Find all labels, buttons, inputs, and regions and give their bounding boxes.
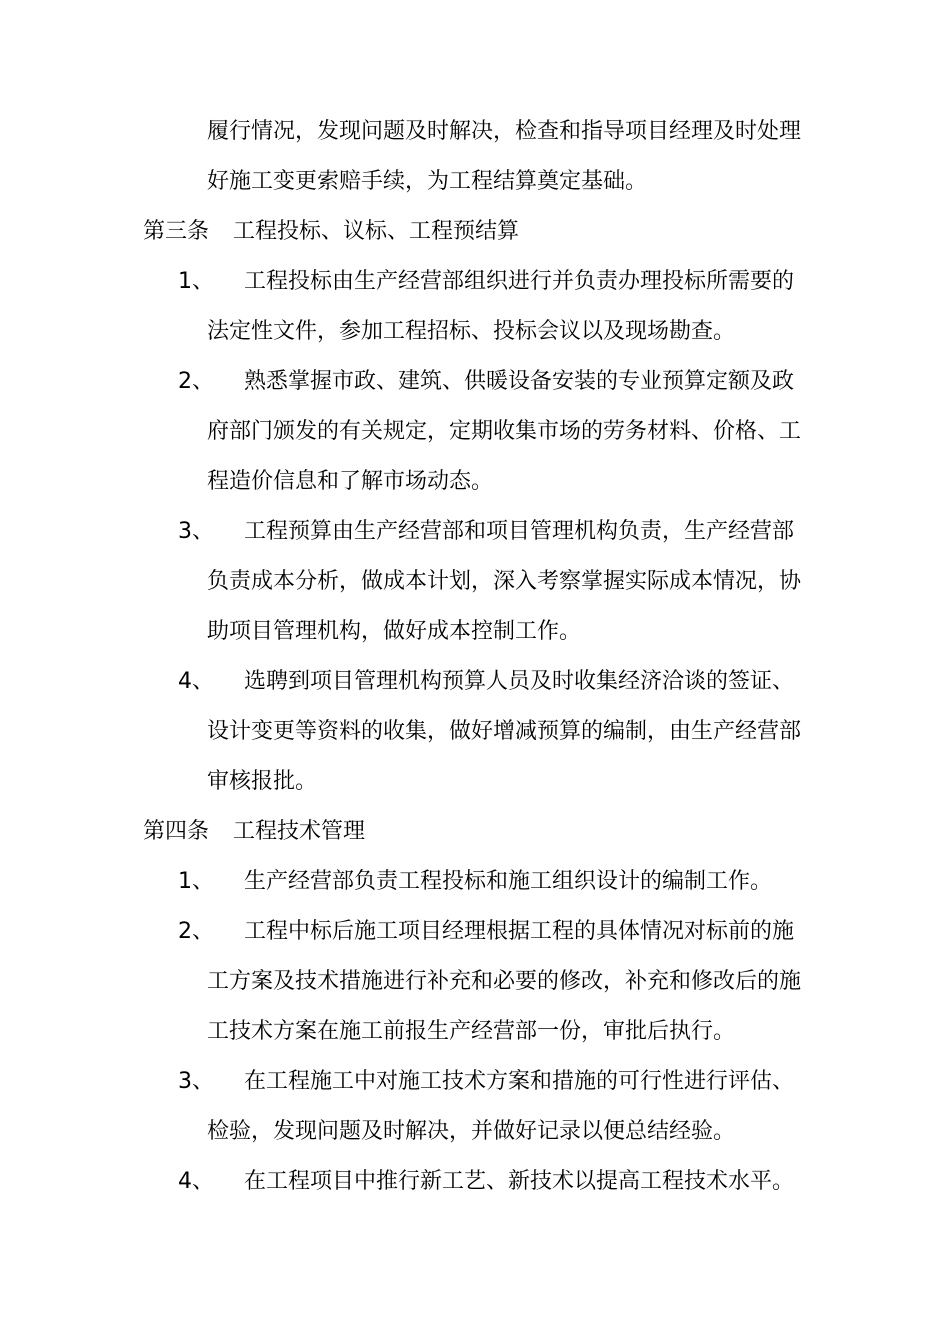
s4-item4-number: 4、 bbox=[178, 1169, 214, 1194]
s3-item4-number: 4、 bbox=[178, 669, 214, 694]
s3-item3-line1: 工程预算由生产经营部和项目管理机构负责，生产经营部 bbox=[244, 519, 795, 544]
s3-item3-number: 3、 bbox=[178, 519, 214, 544]
s3-item4-line3: 审核报批。 bbox=[207, 769, 318, 794]
s4-item1-number: 1、 bbox=[178, 869, 214, 894]
s4-item2-line3: 工技术方案在施工前报生产经营部一份，审批后执行。 bbox=[207, 1019, 736, 1044]
s3-item2-line2: 府部门颁发的有关规定，定期收集市场的劳务材料、价格、工 bbox=[207, 419, 802, 444]
s3-item2-number: 2、 bbox=[178, 369, 214, 394]
s4-item2-number: 2、 bbox=[178, 919, 214, 944]
s3-item1-line2: 法定性文件，参加工程招标、投标会议以及现场勘查。 bbox=[207, 319, 736, 344]
intro-line-1: 履行情况，发现问题及时解决，检查和指导项目经理及时处理 bbox=[207, 119, 802, 144]
s4-item3-number: 3、 bbox=[178, 1069, 214, 1094]
section3-number: 第三条 bbox=[143, 219, 210, 244]
s4-item2-line1: 工程中标后施工项目经理根据工程的具体情况对标前的施 bbox=[244, 919, 795, 944]
s3-item2-line1: 熟悉掌握市政、建筑、供暖设备安装的专业预算定额及政 bbox=[244, 369, 795, 394]
s4-item3-line1: 在工程施工中对施工技术方案和措施的可行性进行评估、 bbox=[244, 1069, 795, 1094]
s4-item3-line2: 检验，发现问题及时解决，并做好记录以便总结经验。 bbox=[207, 1119, 736, 1144]
section4-number: 第四条 bbox=[143, 819, 210, 844]
s4-item1-line1: 生产经营部负责工程投标和施工组织设计的编制工作。 bbox=[244, 869, 773, 894]
intro-line-2: 好施工变更索赔手续，为工程结算奠定基础。 bbox=[207, 169, 648, 194]
s3-item3-line3: 助项目管理机构，做好成本控制工作。 bbox=[207, 619, 582, 644]
section3-title: 工程投标、议标、工程预结算 bbox=[233, 219, 520, 244]
s3-item4-line1: 选聘到项目管理机构预算人员及时收集经济洽谈的签证、 bbox=[244, 669, 795, 694]
s3-item4-line2: 设计变更等资料的收集，做好增减预算的编制，由生产经营部 bbox=[207, 719, 802, 744]
section4-title: 工程技术管理 bbox=[233, 819, 366, 844]
s3-item1-number: 1、 bbox=[178, 269, 214, 294]
s3-item3-line2: 负责成本分析，做成本计划，深入考察掌握实际成本情况，协 bbox=[207, 569, 802, 594]
s3-item1-line1: 工程投标由生产经营部组织进行并负责办理投标所需要的 bbox=[244, 269, 795, 294]
s3-item2-line3: 程造价信息和了解市场动态。 bbox=[207, 469, 494, 494]
s4-item2-line2: 工方案及技术措施进行补充和必要的修改，补充和修改后的施 bbox=[207, 969, 802, 994]
s4-item4-line1: 在工程项目中推行新工艺、新技术以提高工程技术水平。 bbox=[244, 1169, 795, 1194]
